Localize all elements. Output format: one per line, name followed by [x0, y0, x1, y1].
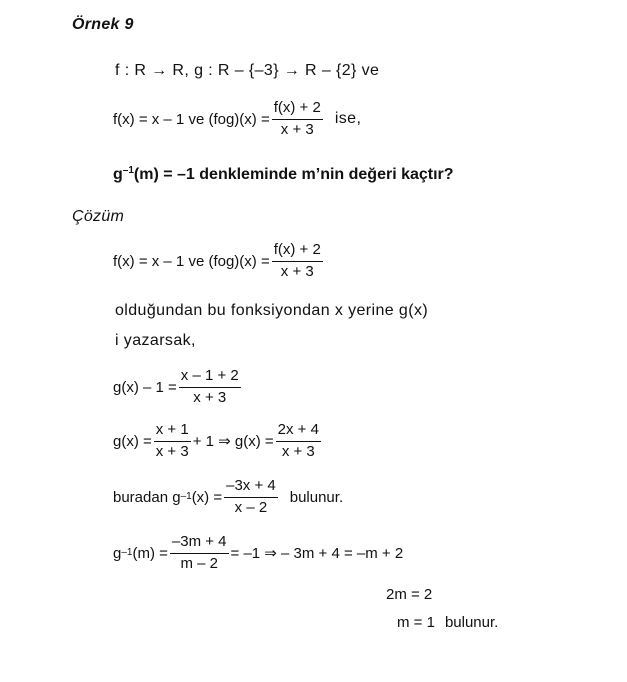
given-fraction	[272, 100, 323, 138]
equation-4: g –1 (m) = $\frac{-3m + 4}{m - 2}$ = –1 ⇒ – 3m + 4 = –m + 2	[113, 533, 404, 572]
fraction-denominator: x + 3	[155, 442, 189, 460]
equation-1-left: g(x) – 1 =	[113, 378, 177, 396]
equation-4-right: = –1 ⇒ – 3m + 4 = –m + 2	[230, 545, 404, 562]
equation-3-fraction	[224, 478, 278, 516]
question-g: g	[113, 166, 123, 183]
solution-text-2: i yazarsak,	[115, 332, 196, 349]
question-rest: (m) = –1 denkleminde m’nin değeri kaçtır?	[133, 166, 454, 183]
equation-3-post: bulunur.	[289, 488, 344, 506]
given-function-right: ise,	[334, 110, 362, 127]
fraction-numerator: –3x + 4	[224, 478, 278, 498]
equation-6	[397, 614, 498, 631]
fraction-denominator: x + 3	[280, 120, 314, 138]
fraction-numerator: –3m + 4	[170, 534, 229, 554]
equation-1-fraction	[179, 368, 241, 406]
fraction-denominator: m – 2	[180, 554, 218, 572]
equation-6-post: bulunur.	[444, 614, 499, 631]
given-domain-line: f : R → R, g : R – {–3} → R – {2} ve	[115, 62, 380, 79]
equation-1	[113, 368, 243, 406]
solution-fraction-1	[272, 242, 323, 280]
equation-2-fraction-b	[276, 422, 321, 460]
solution-text-1: olduğundan bu fonksiyondan x yerine g(x)	[115, 302, 429, 319]
fraction-denominator: x + 3	[280, 262, 314, 280]
fraction-numerator: f(x) + 2	[272, 242, 323, 262]
question-text	[113, 166, 454, 184]
fraction-denominator: x + 3	[193, 388, 227, 406]
equation-2-fraction-a	[154, 422, 191, 460]
equation-3-mid: (x) =	[191, 488, 223, 506]
question-inverse-sup: –1	[122, 165, 134, 176]
equation-3-pre: buradan g	[113, 488, 181, 506]
solution-label: Çözüm	[72, 208, 125, 225]
fraction-denominator: x + 3	[281, 442, 315, 460]
equation-4-mid: (m) =	[132, 544, 168, 562]
fraction-numerator: f(x) + 2	[272, 100, 323, 120]
example-title: Örnek 9	[72, 16, 134, 33]
equation-6-value: m = 1	[397, 614, 435, 631]
fraction-numerator: x + 1	[154, 422, 191, 442]
fraction-denominator: x – 2	[234, 498, 268, 516]
equation-2-mid: + 1 ⇒ g(x) =	[192, 433, 274, 450]
given-function-line	[113, 100, 361, 138]
equation-2	[113, 422, 323, 460]
given-function-left: f(x) = x – 1 ve (fog)(x) =	[113, 110, 270, 128]
fraction-numerator: x – 1 + 2	[179, 368, 241, 388]
solution-line-1-left: f(x) = x – 1 ve (fog)(x) =	[113, 252, 270, 270]
equation-2-left: g(x) =	[113, 432, 152, 450]
equation-4-g: g	[113, 544, 122, 562]
equation-4-fraction	[170, 534, 229, 572]
equation-3: buradan g –1 (x) = $\frac{-3x + 4}{x - 2}$ bulunur.	[113, 477, 344, 516]
equation-5: 2m = 2	[386, 586, 433, 603]
fraction-numerator: 2x + 4	[276, 422, 321, 442]
solution-line-1	[113, 242, 325, 280]
